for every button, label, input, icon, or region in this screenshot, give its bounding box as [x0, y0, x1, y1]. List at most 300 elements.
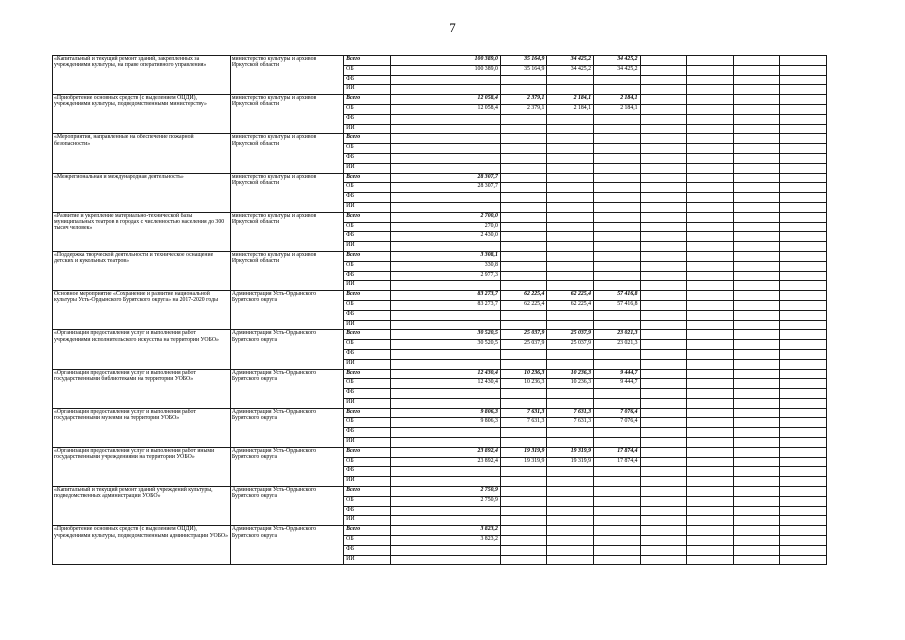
amount-cell — [687, 291, 734, 301]
funding-source-cell: ФБ — [344, 271, 391, 281]
funding-source-cell: Всего — [344, 447, 391, 457]
amount-cell — [780, 438, 827, 448]
amount-cell — [780, 487, 827, 497]
measure-name-cell: «Капитальный и текущий ремонт зданий, закрепленных за учреждениями культуры, на праве оперативного управления» — [53, 56, 231, 95]
amount-cell — [687, 310, 734, 320]
amount-cell — [780, 134, 827, 144]
amount-cell — [500, 506, 547, 516]
table-row — [53, 173, 827, 183]
amount-cell — [733, 310, 780, 320]
funding-source-cell: ИИ — [344, 516, 391, 526]
amount-cell — [733, 124, 780, 134]
amount-cell — [547, 487, 594, 497]
amount-cell — [547, 75, 594, 85]
amount-cell — [780, 428, 827, 438]
amount-cell — [640, 398, 687, 408]
amount-cell — [733, 398, 780, 408]
amount-cell — [547, 144, 594, 154]
amount-cell — [547, 496, 594, 506]
funding-source-cell: ИИ — [344, 477, 391, 487]
amount-cell — [687, 496, 734, 506]
amount-cell — [640, 134, 687, 144]
amount-cell — [780, 173, 827, 183]
amount-cell — [687, 56, 734, 66]
amount-cell — [687, 104, 734, 114]
amount-cell — [780, 85, 827, 95]
amount-cell — [687, 359, 734, 369]
amount-cell — [640, 447, 687, 457]
amount-cell — [640, 85, 687, 95]
table-row — [53, 134, 827, 144]
amount-cell: 2 750,9 — [390, 496, 500, 506]
amount-cell — [687, 408, 734, 418]
amount-cell — [780, 526, 827, 536]
amount-cell: 7 631,3 — [500, 418, 547, 428]
amount-cell — [594, 467, 641, 477]
amount-cell — [547, 320, 594, 330]
amount-cell — [547, 251, 594, 261]
amount-cell — [500, 193, 547, 203]
amount-cell — [547, 398, 594, 408]
page-number: 7 — [449, 20, 456, 35]
amount-cell — [687, 271, 734, 281]
amount-cell: 19 319,9 — [547, 457, 594, 467]
funding-source-cell: ОБ — [344, 222, 391, 232]
amount-cell — [594, 536, 641, 546]
amount-cell — [780, 163, 827, 173]
amount-cell: 57 416,8 — [594, 291, 641, 301]
funding-source-cell: Всего — [344, 526, 391, 536]
amount-cell — [687, 134, 734, 144]
amount-cell — [687, 75, 734, 85]
amount-cell — [733, 349, 780, 359]
amount-cell — [500, 526, 547, 536]
amount-cell: 62 225,4 — [500, 300, 547, 310]
funding-source-cell: ФБ — [344, 428, 391, 438]
amount-cell — [687, 212, 734, 222]
funding-source-cell: Всего — [344, 408, 391, 418]
amount-cell — [594, 516, 641, 526]
amount-cell — [687, 330, 734, 340]
amount-cell — [780, 183, 827, 193]
amount-cell — [780, 359, 827, 369]
amount-cell — [687, 65, 734, 75]
amount-cell: 23 021,3 — [594, 330, 641, 340]
measure-name-cell: «Организация предоставления услуг и выполнения работ иными государственными учреждениями на территории УОБО» — [53, 447, 231, 486]
funding-source-cell: ОБ — [344, 144, 391, 154]
amount-cell — [640, 183, 687, 193]
amount-cell — [500, 222, 547, 232]
amount-cell — [500, 281, 547, 291]
amount-cell — [780, 291, 827, 301]
amount-cell — [500, 496, 547, 506]
amount-cell — [687, 418, 734, 428]
amount-cell: 34 425,2 — [594, 56, 641, 66]
amount-cell — [640, 65, 687, 75]
amount-cell: 30 520,5 — [390, 340, 500, 350]
amount-cell — [390, 163, 500, 173]
amount-cell — [687, 477, 734, 487]
amount-cell — [500, 202, 547, 212]
amount-cell: 17 874,4 — [594, 457, 641, 467]
amount-cell — [640, 56, 687, 66]
funding-source-cell: ИИ — [344, 555, 391, 565]
amount-cell — [733, 545, 780, 555]
amount-cell — [500, 536, 547, 546]
amount-cell — [594, 75, 641, 85]
amount-cell — [594, 85, 641, 95]
amount-cell: 7 076,4 — [594, 408, 641, 418]
funding-source-cell: ОБ — [344, 418, 391, 428]
amount-cell — [594, 477, 641, 487]
amount-cell — [687, 349, 734, 359]
amount-cell: 35 164,9 — [500, 65, 547, 75]
amount-cell — [500, 349, 547, 359]
amount-cell — [640, 173, 687, 183]
amount-cell — [594, 428, 641, 438]
amount-cell — [780, 477, 827, 487]
amount-cell — [500, 153, 547, 163]
amount-cell — [594, 359, 641, 369]
amount-cell — [390, 467, 500, 477]
amount-cell: 25 037,9 — [547, 330, 594, 340]
amount-cell — [640, 477, 687, 487]
amount-cell — [390, 124, 500, 134]
amount-cell — [780, 310, 827, 320]
table-row — [53, 212, 827, 222]
measure-name-cell: «Организация предоставления услуг и выполнения работ государственными библиотеками на территории УОБО» — [53, 369, 231, 408]
table-row — [53, 408, 827, 418]
amount-cell — [687, 114, 734, 124]
amount-cell — [640, 379, 687, 389]
amount-cell — [733, 330, 780, 340]
amount-cell — [640, 291, 687, 301]
amount-cell — [780, 418, 827, 428]
amount-cell — [640, 487, 687, 497]
amount-cell — [640, 271, 687, 281]
amount-cell — [640, 526, 687, 536]
amount-cell: 28 307,7 — [390, 183, 500, 193]
amount-cell: 12 430,4 — [390, 379, 500, 389]
amount-cell — [687, 438, 734, 448]
amount-cell — [687, 555, 734, 565]
amount-cell — [547, 114, 594, 124]
table-row — [53, 291, 827, 301]
funding-source-cell: Всего — [344, 56, 391, 66]
executor-cell: Администрация Усть-Ордынского Бурятского округа — [230, 369, 343, 408]
amount-cell: 34 425,2 — [594, 65, 641, 75]
executor-cell: Администрация Усть-Ордынского Бурятского округа — [230, 526, 343, 565]
amount-cell — [640, 232, 687, 242]
amount-cell — [500, 173, 547, 183]
amount-cell — [640, 457, 687, 467]
funding-source-cell: ОБ — [344, 104, 391, 114]
amount-cell: 35 164,9 — [500, 56, 547, 66]
amount-cell — [390, 398, 500, 408]
amount-cell — [687, 85, 734, 95]
amount-cell — [594, 349, 641, 359]
funding-source-cell: ОБ — [344, 496, 391, 506]
executor-cell: министерство культуры и архивов Иркутской области — [230, 134, 343, 173]
amount-cell — [687, 389, 734, 399]
amount-cell — [780, 232, 827, 242]
amount-cell — [547, 516, 594, 526]
amount-cell — [780, 340, 827, 350]
funding-source-cell: ИИ — [344, 202, 391, 212]
amount-cell — [500, 271, 547, 281]
amount-cell: 7 631,3 — [547, 408, 594, 418]
amount-cell: 2 184,1 — [547, 95, 594, 105]
amount-cell: 100 389,0 — [390, 56, 500, 66]
amount-cell: 7 631,3 — [547, 418, 594, 428]
amount-cell — [547, 438, 594, 448]
amount-cell: 3 308,1 — [390, 251, 500, 261]
amount-cell: 19 319,9 — [500, 447, 547, 457]
amount-cell — [733, 447, 780, 457]
amount-cell: 3 823,2 — [390, 526, 500, 536]
amount-cell — [500, 232, 547, 242]
measure-name-cell: «Капитальный и текущий ремонт зданий учреждений культуры, подведомственных администрации УОБО» — [53, 487, 231, 526]
amount-cell — [547, 202, 594, 212]
measure-name-cell: «Развитие и укрепление материально-технической базы муниципальных театров в городах с численностью населения до 300 тысяч человек» — [53, 212, 231, 251]
table-row — [53, 526, 827, 536]
amount-cell — [640, 467, 687, 477]
amount-cell — [547, 242, 594, 252]
amount-cell — [640, 104, 687, 114]
amount-cell — [733, 163, 780, 173]
amount-cell — [500, 398, 547, 408]
amount-cell — [500, 212, 547, 222]
amount-cell: 19 319,9 — [500, 457, 547, 467]
amount-cell — [780, 389, 827, 399]
funding-source-cell: ИИ — [344, 438, 391, 448]
amount-cell: 2 184,1 — [547, 104, 594, 114]
amount-cell — [733, 526, 780, 536]
amount-cell — [640, 506, 687, 516]
amount-cell — [687, 251, 734, 261]
amount-cell — [390, 477, 500, 487]
amount-cell — [500, 124, 547, 134]
amount-cell — [733, 114, 780, 124]
amount-cell — [780, 242, 827, 252]
amount-cell — [780, 222, 827, 232]
amount-cell — [780, 104, 827, 114]
amount-cell — [687, 153, 734, 163]
funding-source-cell: ИИ — [344, 281, 391, 291]
amount-cell — [780, 56, 827, 66]
amount-cell — [594, 271, 641, 281]
executor-cell: Администрация Усть-Ордынского Бурятского округа — [230, 408, 343, 447]
amount-cell — [390, 506, 500, 516]
amount-cell: 2 184,1 — [594, 95, 641, 105]
amount-cell: 12 058,4 — [390, 95, 500, 105]
amount-cell: 12 430,4 — [390, 369, 500, 379]
amount-cell — [547, 477, 594, 487]
amount-cell — [640, 389, 687, 399]
amount-cell — [547, 526, 594, 536]
amount-cell — [547, 545, 594, 555]
amount-cell — [733, 536, 780, 546]
amount-cell — [687, 300, 734, 310]
amount-cell — [733, 300, 780, 310]
amount-cell — [733, 438, 780, 448]
amount-cell — [780, 506, 827, 516]
amount-cell — [733, 85, 780, 95]
executor-cell: министерство культуры и архивов Иркутской области — [230, 95, 343, 134]
amount-cell: 10 236,3 — [500, 369, 547, 379]
funding-source-cell: ИИ — [344, 359, 391, 369]
amount-cell — [687, 398, 734, 408]
measure-name-cell: «Поддержка творческой деятельности и техническое оснащение детских и кукольных театров» — [53, 251, 231, 290]
amount-cell — [500, 487, 547, 497]
amount-cell — [687, 261, 734, 271]
table-row — [53, 251, 827, 261]
amount-cell — [733, 75, 780, 85]
funding-source-cell: Всего — [344, 369, 391, 379]
amount-cell — [780, 398, 827, 408]
amount-cell — [640, 75, 687, 85]
amount-cell: 2 184,1 — [594, 104, 641, 114]
amount-cell — [733, 281, 780, 291]
amount-cell: 10 236,3 — [500, 379, 547, 389]
amount-cell — [687, 340, 734, 350]
measure-name-cell: «Приобретение основных средств (с выделением ОЦДИ), учреждениями культуры, подведомственными министерству» — [53, 95, 231, 134]
amount-cell — [640, 516, 687, 526]
amount-cell — [780, 545, 827, 555]
amount-cell — [687, 281, 734, 291]
amount-cell — [733, 477, 780, 487]
amount-cell — [640, 408, 687, 418]
executor-cell: Администрация Усть-Ордынского Бурятского округа — [230, 291, 343, 330]
amount-cell — [780, 144, 827, 154]
amount-cell — [640, 330, 687, 340]
amount-cell — [780, 281, 827, 291]
funding-source-cell: ФБ — [344, 467, 391, 477]
amount-cell — [547, 222, 594, 232]
amount-cell — [733, 222, 780, 232]
funding-source-cell: ИИ — [344, 320, 391, 330]
amount-cell — [594, 281, 641, 291]
amount-cell — [640, 555, 687, 565]
amount-cell: 57 416,8 — [594, 300, 641, 310]
amount-cell — [390, 389, 500, 399]
amount-cell: 2 430,0 — [390, 232, 500, 242]
amount-cell — [500, 467, 547, 477]
amount-cell — [594, 506, 641, 516]
amount-cell — [733, 496, 780, 506]
amount-cell — [547, 389, 594, 399]
funding-source-cell: Всего — [344, 95, 391, 105]
amount-cell: 62 225,4 — [547, 291, 594, 301]
amount-cell — [640, 144, 687, 154]
amount-cell — [687, 545, 734, 555]
amount-cell — [594, 320, 641, 330]
amount-cell — [687, 428, 734, 438]
amount-cell — [547, 359, 594, 369]
amount-cell: 25 037,9 — [500, 340, 547, 350]
amount-cell — [594, 261, 641, 271]
amount-cell — [390, 359, 500, 369]
measure-name-cell: «Мероприятия, направленные на обеспечение пожарной безопасности» — [53, 134, 231, 173]
amount-cell — [594, 183, 641, 193]
amount-cell — [500, 320, 547, 330]
measure-name-cell: «Межрегиональная и международная деятельность» — [53, 173, 231, 212]
amount-cell — [390, 555, 500, 565]
amount-cell: 12 058,4 — [390, 104, 500, 114]
amount-cell — [390, 242, 500, 252]
amount-cell — [390, 134, 500, 144]
amount-cell: 17 874,4 — [594, 447, 641, 457]
amount-cell — [640, 545, 687, 555]
measure-name-cell: Основное мероприятие «Сохранение и развитие национальной культуры Усть-Ордынского Бурятского округа» на 2017-2020 годы — [53, 291, 231, 330]
amount-cell — [733, 555, 780, 565]
amount-cell — [500, 251, 547, 261]
amount-cell — [640, 124, 687, 134]
amount-cell: 25 037,9 — [500, 330, 547, 340]
amount-cell — [780, 369, 827, 379]
amount-cell — [780, 379, 827, 389]
amount-cell — [640, 212, 687, 222]
funding-source-cell: ИИ — [344, 163, 391, 173]
amount-cell — [733, 389, 780, 399]
amount-cell: 23 892,4 — [390, 447, 500, 457]
amount-cell — [640, 536, 687, 546]
amount-cell — [733, 193, 780, 203]
amount-cell — [390, 281, 500, 291]
amount-cell — [640, 359, 687, 369]
amount-cell — [390, 75, 500, 85]
amount-cell — [500, 134, 547, 144]
amount-cell — [500, 555, 547, 565]
amount-cell — [640, 193, 687, 203]
amount-cell — [500, 359, 547, 369]
amount-cell — [547, 85, 594, 95]
amount-cell — [733, 408, 780, 418]
amount-cell — [547, 153, 594, 163]
amount-cell — [547, 183, 594, 193]
amount-cell — [594, 555, 641, 565]
amount-cell — [687, 487, 734, 497]
amount-cell — [547, 467, 594, 477]
executor-cell: министерство культуры и архивов Иркутской области — [230, 56, 343, 95]
amount-cell — [733, 202, 780, 212]
amount-cell — [547, 173, 594, 183]
executor-cell: Администрация Усть-Ордынского Бурятского округа — [230, 487, 343, 526]
amount-cell — [733, 56, 780, 66]
amount-cell — [547, 536, 594, 546]
funding-source-cell: ФБ — [344, 193, 391, 203]
amount-cell — [780, 153, 827, 163]
amount-cell — [687, 447, 734, 457]
amount-cell — [687, 95, 734, 105]
funding-source-cell: ФБ — [344, 153, 391, 163]
amount-cell — [594, 389, 641, 399]
amount-cell — [547, 281, 594, 291]
table-row — [53, 487, 827, 497]
funding-source-cell: ФБ — [344, 232, 391, 242]
amount-cell: 10 236,3 — [547, 369, 594, 379]
amount-cell — [547, 232, 594, 242]
amount-cell — [594, 545, 641, 555]
table-row — [53, 56, 827, 66]
amount-cell — [594, 144, 641, 154]
amount-cell — [780, 447, 827, 457]
amount-cell — [500, 310, 547, 320]
amount-cell — [687, 193, 734, 203]
amount-cell — [500, 428, 547, 438]
amount-cell — [594, 153, 641, 163]
funding-source-cell: ОБ — [344, 300, 391, 310]
